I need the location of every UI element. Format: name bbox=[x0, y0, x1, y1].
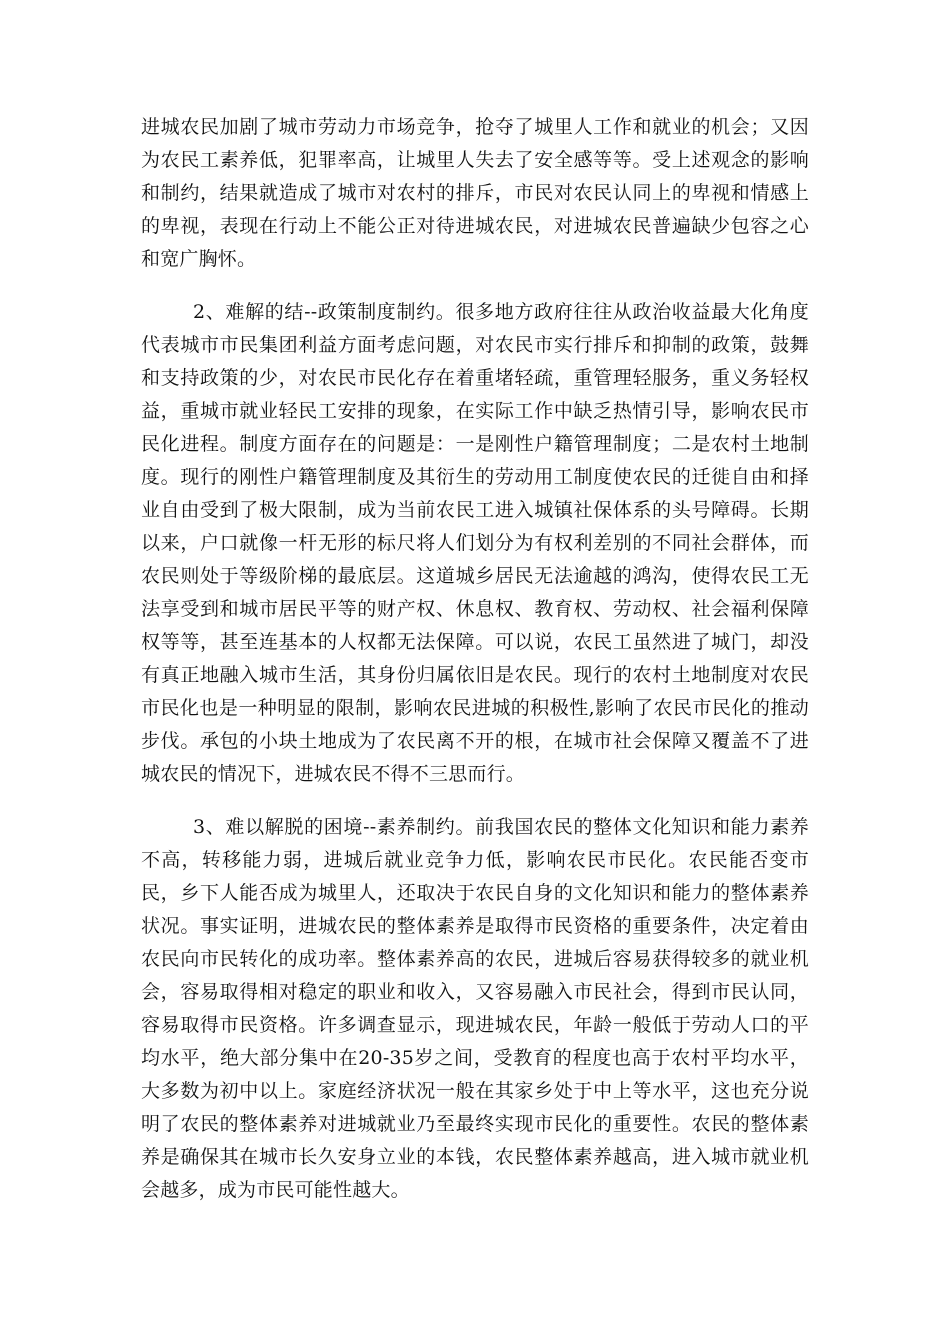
paragraph-literacy-constraints: 3、难以解脱的困境--素养制约。前我国农民的整体文化知识和能力素养不高，转移能力弱，进城后就业竞争力低，影响农民市民化。农民能否变市民，乡下人能否成为城里人，还取决于农民自身的文化知识和能力的整体素养状况。事实证明，进城农民的整体素养是取得市民资格的重要条件，决定着由农民向市民转化的成功率。整体素养高的农民，进城后容易获得较多的就业机会，容易取得相对稳定的职业和收入，又容易融入市民社会，得到市民认同，容易取得市民资格。许多调查显示，现进城农民，年龄一般低于劳动人口的平均水平，绝大部分集中在20-35岁之间，受教育的程度也高于农村平均水平，大多数为初中以上。家庭经济状况一般在其家乡处于中上等水平，这也充分说明了农民的整体素养对进城就业乃至最终实现市民化的重要性。农民的整体素养是确保其在城市长久安身立业的本钱，农民整体素养越高，进入城市就业机会越多，成为市民可能性越大。 bbox=[141, 816, 809, 1201]
document-body bbox=[141, 111, 809, 1207]
paragraph-gap bbox=[141, 791, 809, 811]
paragraph-gap bbox=[141, 276, 809, 296]
paragraph-policy-constraints: 2、难解的结--政策制度制约。很多地方政府往往从政治收益最大化角度代表城市市民集团利益方面考虑问题，对农民市实行排斥和抑制的政策，鼓舞和支持政策的少，对农民市民化存在着重堵轻疏，重管理轻服务，重义务轻权益，重城市就业轻民工安排的现象，在实际工作中缺乏热情引导，影响农民市民化进程。制度方面存在的问题是：一是刚性户籍管理制度；二是农村土地制度。现行的刚性户籍管理制度及其衍生的劳动用工制度使农民的迁徙自由和择业自由受到了极大限制，成为当前农民工进入城镇社保体系的头号障碍。长期以来，户口就像一杆无形的标尺将人们划分为有权利差别的不同社会群体，而农民则处于等级阶梯的最底层。这道城乡居民无法逾越的鸿沟，使得农民工无法享受到和城市居民平等的财产权、休息权、教育权、劳动权、社会福利保障权等等，甚至连基本的人权都无法保障。可以说，农民工虽然进了城门，却没有真正地融入城市生活，其身份归属依旧是农民。现行的农村土地制度对农民市民化也是一种明显的限制，影响农民进城的积极性,影响了农民市民化的推动步伐。承包的小块土地成为了农民离不开的根，在城市社会保障又覆盖不了进城农民的情况下，进城农民不得不三思而行。 bbox=[141, 301, 809, 785]
paragraph-continuation: 进城农民加剧了城市劳动力市场竞争，抢夺了城里人工作和就业的机会；又因为农民工素养低，犯罪率高，让城里人失去了安全感等等。受上述观念的影响和制约，结果就造成了城市对农村的排斥，市民对农民认同上的卑视和情感上的卑视，表现在行动上不能公正对待进城农民，对进城农民普遍缺少包容之心和宽广胸怀。 bbox=[141, 116, 809, 270]
